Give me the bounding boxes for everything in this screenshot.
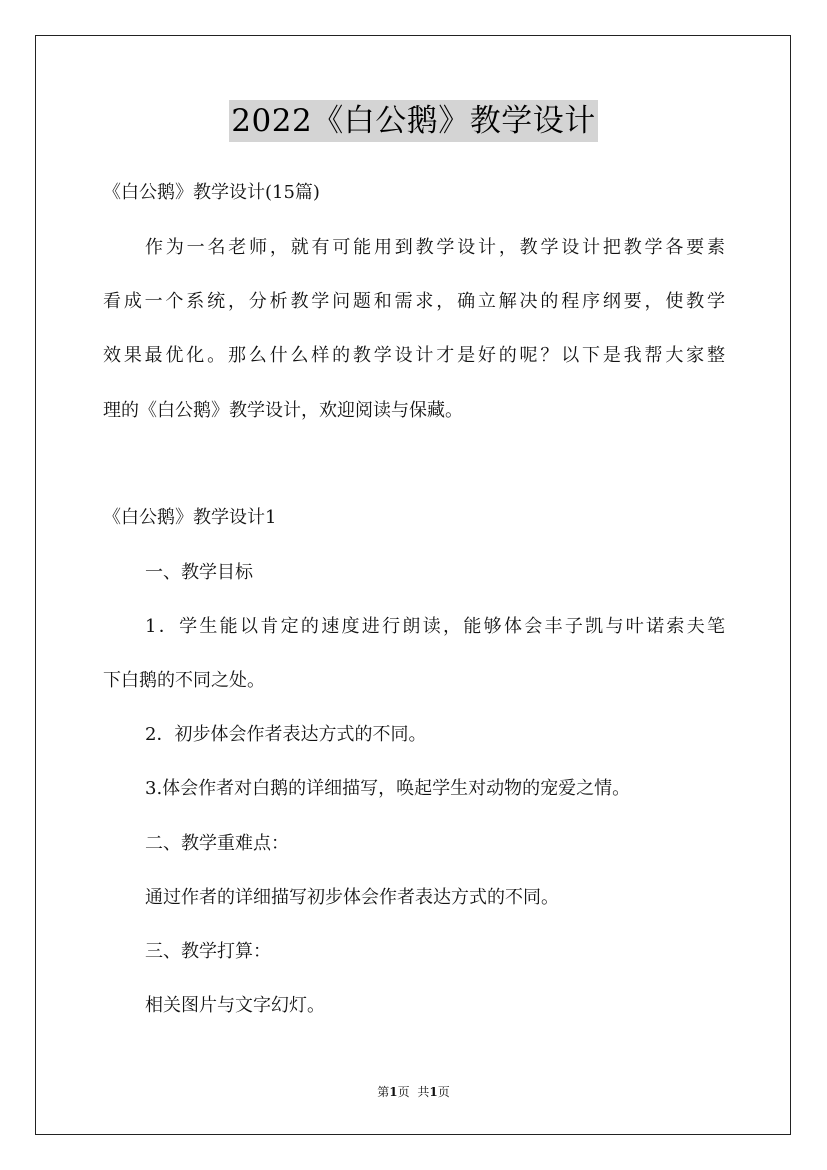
document-title: 2022《白公鹅》教学设计 — [229, 100, 597, 142]
heading-key-points: 二、教学重难点： — [145, 833, 289, 854]
objective-1-line-1: 1．学生能以肯定的速度进行朗读，能够体会丰子凯与叶诺索夫笔 — [145, 616, 725, 637]
heading-preparation: 三、教学打算： — [145, 941, 271, 962]
objective-2: 2．初步体会作者表达方式的不同。 — [145, 724, 427, 745]
preparation-text: 相关图片与文字幻灯。 — [145, 995, 325, 1016]
footer-page-suffix: 页 — [397, 1085, 410, 1099]
footer-page-prefix: 第 — [377, 1085, 390, 1099]
intro-line-4: 理的《白公鹅》教学设计，欢迎阅读与保藏。 — [103, 400, 463, 421]
title-container — [0, 100, 827, 142]
objective-3: 3.体会作者对白鹅的详细描写，唤起学生对动物的宠爱之情。 — [145, 778, 631, 799]
footer-page-number: 1 — [389, 1085, 398, 1099]
page-footer — [0, 1084, 827, 1100]
footer-total-number: 1 — [429, 1085, 438, 1099]
heading-objectives: 一、教学目标 — [145, 562, 253, 583]
intro-line-1: 作为一名老师，就有可能用到教学设计，教学设计把教学各要素 — [145, 237, 725, 258]
objective-1-line-2: 下白鹅的不同之处。 — [103, 670, 265, 691]
document-subtitle: 《白公鹅》教学设计(15篇) — [103, 182, 320, 203]
section-heading: 《白公鹅》教学设计1 — [103, 507, 277, 528]
intro-line-2: 看成一个系统，分析教学问题和需求，确立解决的程序纲要，使教学 — [103, 291, 725, 312]
intro-line-3: 效果最优化。那么什么样的教学设计才是好的呢？以下是我帮大家整 — [103, 345, 725, 366]
footer-total-suffix: 页 — [437, 1085, 450, 1099]
footer-total-prefix: 共 — [417, 1085, 430, 1099]
key-points-text: 通过作者的详细描写初步体会作者表达方式的不同。 — [145, 887, 559, 908]
